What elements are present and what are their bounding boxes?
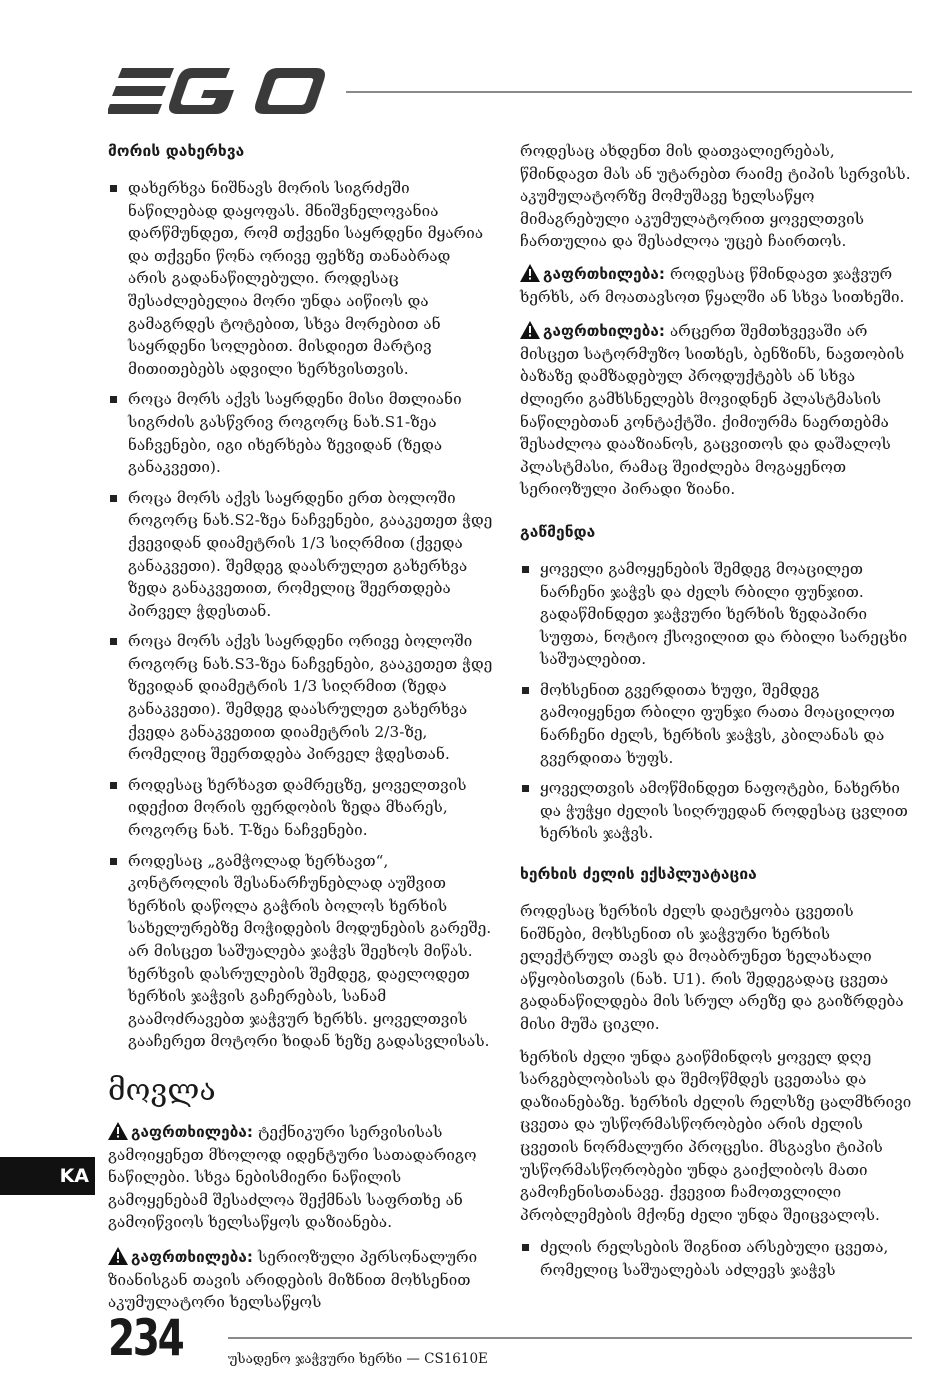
warning-text: სერიოზული პერსონალური ზიანისგან თავის არიდების მიზნით მოხსენით აკუმულატორი ხელსაწყოს (108, 1247, 478, 1312)
footer-product-title: უსადენო ჯაჭვური ხერხი — CS1610E (228, 1351, 488, 1367)
list-item: მოხსენით გვერდითა ხუფი, შემდეგ გამოიყენეთ რბილი ფუნჯი რათა მოაცილოთ ნარჩენი ძელს, ხერხის ჯაჭვს, კბილანას და გვერდითა ხუფს. (520, 679, 912, 769)
warning-text: არცერთ შემთხვევაში არ მისცეთ სატორმუზო სითხეს, ბენზინს, ნავთობის ბაზაზე დამზადებულ პროდუქტებს ან სხვა ძლიერი გამხსნელებს მოვიდნენ პლასტმასის ნაწილებთან კონტაქტში. ქიმიურმა ნაერთებმა შესაძლოა დააზიანოს, გაცვითოს და დაშალოს პლასტმასი, რამაც შეიძლება მოგაყენოთ სერიოზული პირადი ზიანი. (520, 322, 905, 499)
warning-label: გაფრთხილება: (543, 322, 666, 341)
warning-label: გაფრთხილება: (131, 1247, 254, 1266)
warning-label: გაფრთხილება: (543, 264, 666, 283)
header-rule (346, 91, 912, 93)
heading-cleaning: გაწმენდა (520, 522, 596, 541)
warning-triangle-icon (520, 321, 540, 339)
warning-label: გაფრთხილება: (131, 1122, 254, 1141)
warning-text: როდესაც წმინდავთ ჯაჭვურ ხერხს, არ მოათავსოთ წყალში ან სხვა სითხეში. (520, 264, 905, 306)
footer-rule (228, 1337, 912, 1339)
warning-parts (108, 1121, 494, 1234)
warning-text: ტექნიკური სერვისისას გამოიყენეთ მხოლოდ იდენტური სათადარიგო ნაწილები. სხვა ნებისმიერი ნაწილის გამოყენებამ შესაძლოა შექმნას საფრთხე ან გამოიწვიოს ხელსაწყოს დაზიანება. (108, 1122, 477, 1232)
language-tab (0, 1157, 95, 1195)
right-column (520, 140, 912, 1290)
list-item: ძელის რელსების შიგნით არსებული ცვეთა, რომელიც საშუალებას აძლევს ჯაჭვს (520, 1236, 912, 1281)
heading-trunk-ripping: მორის დახერხვა (108, 142, 245, 160)
bar-list (520, 1236, 912, 1281)
list-item: როცა მორს აქვს საყრდენი ორივე ბოლოში როგორც ნახ.S3-ზეა ნაჩვენები, გააკეთეთ ჭდე ზევიდან დიამეტრის 1/3 სიღრმით (ზედა განაკვეთი). შემდეგ დაასრულეთ გახერხვა ქვედა განაკვეთით დიამეტრის 2/3-ზე, რომელიც შეერთდება პირველ ჭდესთან. (108, 630, 494, 766)
language-code: KA (59, 1165, 89, 1187)
list-item: როდესაც ხერხავთ დამრეცზე, ყოველთვის იდექით მორის ფერდობის ზედა მხარეს, როგორც ნახ. T-ზეა ნაჩვენები. (108, 774, 494, 842)
list-item: დახერხვა ნიშნავს მორის სიგრძეში ნაწილებად დაყოფას. მნიშვნელოვანია დარწმუნდეთ, რომ თქვენი საყრდენი მყარია და თქვენი წონა ორივე ფეხზე თანაბრად არის გადანაწილებული. როდესაც შესაძლებელია მორი უნდა აიწიოს და გამაგრდეს ტოტებით, სხვა მორებით ან საყრდენი სოლებით. მისდიეთ მარტივ მითითებებს ადვილი ხერხვისთვის. (108, 177, 494, 380)
list-item: ყოველთვის ამოწმინდეთ ნაფოტები, ნახერხი და ჭუჭყი ძელის სიღრუედან როდესაც ცვლით ხერხის ჯაჭვს. (520, 777, 912, 845)
left-column (108, 140, 494, 1326)
cleaning-list (520, 558, 912, 845)
bar-paragraph: ხერხის ძელი უნდა გაიწმინდოს ყოველ დღე სარგებლობისას და შემოწმდეს ცვეთასა და დაზიანებაზე. ხერხის ძელის რელსზე ცალმხრივი ცვეთა და უსწორმასწორობები არის ძელის ცვეთის ნორმალური პროცესი. მსგავსი ტიპის უსწორმასწორობები უნდა გაიქლიბოს მათი გამოჩენისთანავე. ქვევით ჩამოთვლილი პრობლემების მქონე ძელი უნდა შეიცვალოს. (520, 1047, 912, 1224)
warning-triangle-icon (108, 1247, 128, 1265)
trunk-list (108, 177, 494, 1053)
bar-paragraph: როდესაც ხერხის ძელს დაეტყობა ცვეთის ნიშნები, მოხსენით ის ჯაჭვური ხერხის ელექტრულ თავს და მოაბრუნეთ ხელახალი აწყობისთვის (ნახ. U1). რის შედეგადაც ცვეთა გადანაწილდება მის სრულ არეზე და გაიზრდება მისი მუშა ციკლი. (520, 902, 904, 1033)
page-number: 234 (108, 1309, 183, 1367)
list-item: როცა მორს აქვს საყრდენი მისი მთლიანი სიგრძის გასწვრივ როგორც ნახ.S1-ზეა ნაჩვენები, იგი იხერხება ზევიდან (ზედა განაკვეთი). (108, 388, 494, 478)
heading-maintenance: მოვლა (108, 1072, 216, 1108)
list-item: როდესაც „გამჭოლად ხერხავთ“, კონტროლის შესანარჩუნებლად აუშვით ხერხის დაწოლა გაჭრის ბოლოს ხერხის სახელურებზე მოჭიდების მოდუნების გარეშე. არ მისცეთ საშუალება ჯაჭვს შეეხოს მიწას. ხერხვის დასრულების შემდეგ, დაელოდეთ ხერხის ჯაჭვის გაჩერებას, სანამ გაამოძრავებთ ჯაჭვურ ხერხს. ყოველთვის გააჩერეთ მოტორი ხიდან ხეზე გადასვლისას. (108, 850, 494, 1053)
warning-triangle-icon (520, 264, 540, 282)
ego-logo (108, 66, 326, 116)
heading-bar-maintenance: ხერხის ძელის ექსპლუატაცია (520, 865, 757, 884)
warning-chemicals (520, 320, 912, 501)
list-item: ყოველი გამოყენების შემდეგ მოაცილეთ ნარჩენი ჯაჭვს და ძელს რბილი ფუნჯით. გადაწმინდეთ ჯაჭვური ხერხის ზედაპირი სუფთა, ნოტიო ქსოვილით და რბილი სარეცხი საშუალებით. (520, 558, 912, 671)
warning-water (520, 263, 912, 308)
warning-triangle-icon (108, 1122, 128, 1140)
warning-battery (108, 1246, 494, 1314)
list-item: როცა მორს აქვს საყრდენი ერთ ბოლოში როგორც ნახ.S2-ზეა ნაჩვენები, გააკეთეთ ჭდე ქვევიდან დიამეტრის 1/3 სიღრმით (ქვედა განაკვეთი). შემდეგ დაასრულეთ გახერხვა ზედა განაკვეთით, რომელიც შეერთდება პირველ ჭდესთან. (108, 487, 494, 623)
continued-paragraph: როდესაც ახდენთ მის დათვალიერებას, წმინდავთ მას ან უტარებთ რაიმე ტიპის სერვისს. აკუმულატორზე მომუშავე ხელსაწყო მიმაგრებული აკუმულატორით ყოველთვის ჩართულია და შესაძლოა უცებ ჩაირთოს. (520, 142, 911, 251)
